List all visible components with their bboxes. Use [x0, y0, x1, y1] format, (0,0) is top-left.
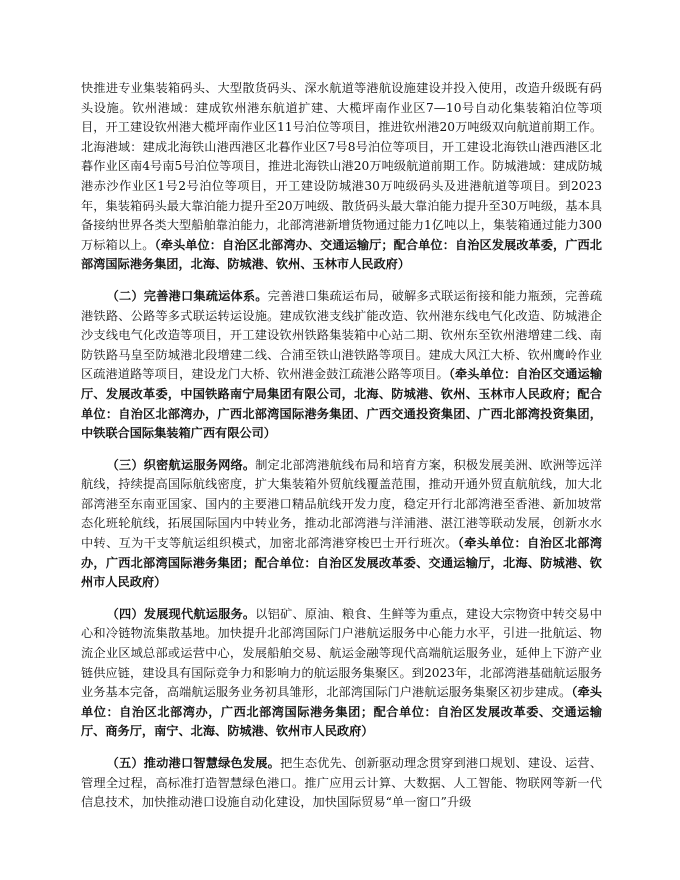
- section-heading: （三）织密航运服务网络。: [106, 457, 256, 472]
- paragraph-shipping-service-network: [81, 456, 602, 593]
- section-heading: （五）推动港口智慧绿色发展。: [106, 756, 281, 770]
- paragraph-smart-green-port: [81, 754, 602, 813]
- paragraph-body: 把生态优先、创新驱动理念贯穿到港口规划、建设、运营、管理全过程，高标准打造智慧绿色港口。推广应用云计算、大数据、人工智能、物联网等新一代信息技术，加快推动港口设施自动化建设，加快国际贸易“单一窗口”升级: [81, 756, 603, 810]
- section-heading: （四）发展现代航运服务。: [106, 606, 256, 621]
- paragraph-body: 快推进专业集装箱码头、大型散货码头、深水航道等港航设施建设并投入使用，改造升级既有码头设施。钦州港域：建成钦州港东航道扩建、大榄坪南作业区7—10号自动化集装箱泊位等项目，开工建设钦州港大榄坪南作业区11号泊位等项目，推进钦州港20万吨级双向航道前期工作。北海港域：建成北海铁山港西港区北暮作业区7号8号泊位等项目，开工建设北海铁山港西港区北暮作业区南4号南5号泊位等项目，推进北海铁山港20万吨级航道前期工作。防城港域：建成防城港赤沙作业区1号2号泊位等项目，开工建设防城港30万吨级码头及进港航道等项目。到2023年，集装箱码头最大靠泊能力提升至20万吨级、散货码头最大靠泊能力提升至30万吨级，基本具备接纳世界各类大型船舶靠泊能力，北部湾港新增货物通过能力1亿吨以上，集装箱通过能力300万标箱以上。: [81, 81, 602, 252]
- paragraph-modern-shipping-services: [81, 605, 602, 742]
- paragraph-body: 以铝矿、原油、粮食、生鲜等为重点，建设大宗物资中转交易中心和冷链物流集散基地。加快提升北部湾国际门户港航运服务中心能力水平，引进一批航运、物流企业区域总部或运营中心，发展船舶交易、航运金融等现代高端航运服务业，延伸上下游产业链供应链，建设具有国际竞争力和影响力的航运服务集聚区。到2023年，北部湾港基础航运服务业务基本完备，高端航运服务业务初具雏形，北部湾国际门户港航运服务集聚区初步建成。: [81, 606, 603, 700]
- document-page: [81, 79, 602, 813]
- responsibility-units: （牵头单位：自治区交通运输厅、发展改革委，中国铁路南宁局集团有限公司，北海、防城港、钦州、玉林市人民政府；配合单位：自治区北部湾办，广西北部湾国际港务集团、广西交通投资集团、广西北部湾投资集团，中铁联合国际集装箱广西有限公司）: [81, 367, 603, 441]
- section-heading: （二）完善港口集疏运体系。: [106, 288, 268, 303]
- paragraph-collection-distribution-system: [81, 287, 602, 444]
- responsibility-units: （牵头单位：自治区北部湾办，广西北部湾国际港务集团；配合单位：自治区发展改革委、交通运输厅，北海、防城港、钦州市人民政府）: [81, 536, 602, 590]
- responsibility-units: （牵头单位：自治区北部湾办、交通运输厅；配合单位：自治区发展改革委，广西北部湾国际港务集团，北海、防城港、钦州、玉林市人民政府）: [81, 237, 602, 272]
- paragraph-port-facilities-continued: [81, 79, 602, 275]
- responsibility-units: （牵头单位：自治区北部湾办，广西北部湾国际港务集团；配合单位：自治区发展改革委、交通运输厅、商务厅，南宁、北海、防城港、钦州市人民政府）: [81, 685, 602, 739]
- paragraph-body: 制定北部湾港航线布局和培育方案，积极发展美洲、欧洲等远洋航线，持续提高国际航线密度，扩大集装箱外贸航线覆盖范围，推动开通外贸直航航线，加大北部湾港至东南亚国家、国内的主要港口精品航线开发力度，稳定开行北部湾港至香港、新加坡常态化班轮航线，拓展国际国内中转业务，推动北部湾港与洋浦港、湛江港等联动发展，创新水水中转、互为干支等航运组织模式，加密北部湾港穿梭巴士开行班次。: [81, 457, 603, 551]
- paragraph-body: 完善港口集疏运布局，破解多式联运衔接和能力瓶颈，完善疏港铁路、公路等多式联运转运设施。建成钦港支线扩能改造、钦州港东线电气化改造、防城港企沙支线电气化改造等项目，开工建设钦州铁路集装箱中心站二期、钦州东至钦州港增建二线、南防铁路马皇至防城港北段增建二线、合浦至铁山港铁路等项目。建成大风江大桥、钦州鹰岭作业区疏港道路等项目，建设龙门大桥、钦州港金鼓江疏港公路等项目。: [81, 288, 603, 382]
